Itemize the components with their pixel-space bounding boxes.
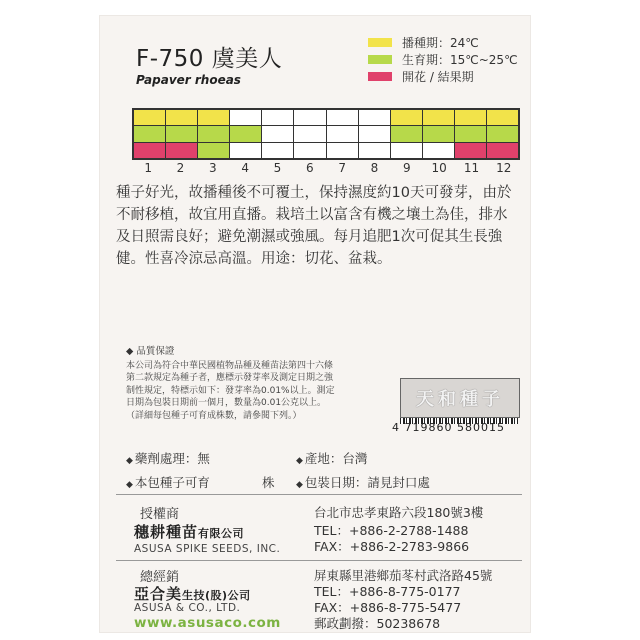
distributor-label: 總經銷 — [140, 570, 180, 585]
plants-unit: 株 — [261, 475, 275, 490]
calendar-cell — [487, 143, 518, 158]
quality-line: 日期為包裝日期前一個月，數量為0.01公克以上。 — [126, 398, 327, 408]
legend — [368, 34, 518, 85]
calendar-cell — [134, 143, 165, 158]
legend-label-growth: 生育期：15℃~25℃ — [402, 53, 518, 67]
calendar-cell — [487, 126, 518, 141]
calendar-cell — [230, 110, 261, 125]
calendar-cell — [294, 126, 325, 141]
distributor-fax: FAX：+886-8-775-5477 — [314, 600, 462, 615]
distributor-name-en: ASUSA & CO., LTD. — [134, 602, 241, 614]
info-pack-date: ◆ 包裝日期：請見封口處 — [296, 475, 430, 490]
product-title: F-750 虞美人 — [136, 46, 283, 72]
legend-swatch-sowing — [368, 38, 392, 47]
calendar-cell — [134, 110, 165, 125]
calendar-cell — [359, 143, 390, 158]
barcode-number: 4 719860 580015 — [392, 421, 505, 434]
plants-text: 本包種子可育 — [134, 475, 210, 490]
calendar-cell — [166, 110, 197, 125]
calendar-cell — [487, 110, 518, 125]
info-origin: ◆ 產地：台灣 — [296, 451, 368, 466]
quality-line: 本公司為符合中華民國植物品種及種苗法第四十六條 — [126, 360, 334, 371]
distributor-address: 屏東縣里港鄉茄苳村武洛路45號 — [314, 568, 493, 583]
month-label: 6 — [306, 161, 314, 175]
calendar-cell — [262, 126, 293, 141]
legend-item-sowing — [368, 34, 518, 51]
licensor-address: 台北市忠孝東路六段180號3樓 — [314, 505, 484, 520]
calendar-cell — [391, 143, 422, 158]
month-label: 5 — [273, 161, 282, 175]
calendar-cell — [455, 126, 486, 141]
month-label: 12 — [496, 161, 512, 175]
licensor-name-en: ASUSA SPIKE SEEDS, INC. — [134, 543, 281, 555]
licensor-fax: FAX：+886-2-2783-9866 — [314, 539, 470, 554]
distributor-postal: 郵政劃撥：50238678 — [314, 616, 441, 631]
licensor-tel: TEL：+886-2-2788-1488 — [314, 523, 469, 538]
licensor-name — [134, 521, 244, 542]
calendar-cell — [391, 110, 422, 125]
calendar-cell — [230, 126, 261, 141]
legend-label-bloom: 開花 / 結果期 — [402, 70, 474, 84]
calendar-cell — [455, 143, 486, 158]
info-treatment: ◆ 藥劑處理：無 — [126, 451, 210, 466]
calendar-cell — [423, 110, 454, 125]
calendar-cell — [455, 110, 486, 125]
treatment-text: 藥劑處理：無 — [134, 451, 210, 466]
latin-name: Papaver rhoeas — [136, 73, 241, 87]
quality-title: ◆ 品質保證 — [126, 346, 175, 357]
legend-swatch-growth — [368, 55, 392, 64]
calendar-cell — [230, 143, 261, 158]
distributor-tel: TEL：+886-8-775-0177 — [314, 584, 461, 599]
brand-stamp: 天和種子 — [400, 378, 520, 418]
licensor-name-main: 穗耕種苗 — [134, 523, 199, 541]
quality-line: （詳細每包種子可育成株數，請參閱下列。） — [126, 410, 302, 421]
calendar-cell — [423, 143, 454, 158]
calendar-cell — [166, 126, 197, 141]
month-axis — [132, 161, 520, 175]
growing-description: 種子好光，故播種後不可覆土，保持濕度約10天可發芽，由於不耐移植，故宜用直播。栽培土以富含有機之壤土為佳，排水及日照需良好；避免潮濕或強風。每月追肥1次可促其生長強健。性喜冷涼忌高溫。用途：切花、盆栽。 — [116, 185, 512, 267]
licensor-contact — [314, 523, 469, 555]
calendar-cell — [327, 143, 358, 158]
calendar-cell — [198, 126, 229, 141]
info-plants: ◆ 本包種子可育 株 — [126, 475, 275, 490]
distributor-name-suffix: 生技(股)公司 — [182, 589, 251, 602]
legend-swatch-bloom — [368, 72, 392, 81]
month-label: 1 — [144, 161, 152, 175]
month-label: 7 — [338, 161, 346, 175]
pack-date-text: 包裝日期：請見封口處 — [304, 475, 430, 490]
quality-line: 制性規定，特標示如下：發芽率為0.01%以上。測定 — [126, 385, 335, 396]
calendar-cell — [294, 143, 325, 158]
calendar-cell — [327, 126, 358, 141]
month-label: 8 — [370, 161, 379, 175]
legend-label-sowing: 播種期：24℃ — [402, 36, 479, 50]
licensor-name-suffix: 有限公司 — [198, 527, 245, 540]
legend-item-bloom — [368, 68, 518, 85]
month-label: 4 — [241, 161, 249, 175]
month-label: 2 — [176, 161, 185, 175]
calendar-cell — [391, 126, 422, 141]
divider-bottom — [116, 560, 522, 561]
calendar-cell — [423, 126, 454, 141]
seed-packet — [100, 16, 530, 632]
month-label: 11 — [463, 161, 480, 175]
divider-top — [116, 494, 522, 495]
calendar-cell — [198, 110, 229, 125]
quality-title-text: 品質保證 — [136, 346, 175, 357]
calendar-cell — [359, 126, 390, 141]
distributor-name — [134, 583, 251, 604]
legend-item-growth — [368, 51, 518, 68]
calendar-cell — [294, 110, 325, 125]
quality-guarantee — [126, 346, 396, 422]
website-link[interactable]: www.asusaco.com — [134, 615, 281, 631]
calendar-cell — [359, 110, 390, 125]
calendar-cell — [262, 110, 293, 125]
month-label: 9 — [403, 161, 411, 175]
calendar-cell — [134, 126, 165, 141]
licensor-label: 授權商 — [140, 507, 180, 522]
calendar-cell — [198, 143, 229, 158]
calendar-cell — [262, 143, 293, 158]
distributor-name-main: 亞合美 — [134, 585, 183, 603]
month-label: 3 — [209, 161, 217, 175]
month-label: 10 — [431, 161, 447, 175]
calendar-cell — [166, 143, 197, 158]
calendar-cell — [327, 110, 358, 125]
quality-line: 第二款規定為種子者，應標示發芽率及測定日期之強 — [126, 373, 334, 383]
distributor-contact — [314, 584, 461, 632]
origin-text: 產地：台灣 — [304, 451, 368, 466]
planting-calendar — [132, 108, 520, 160]
